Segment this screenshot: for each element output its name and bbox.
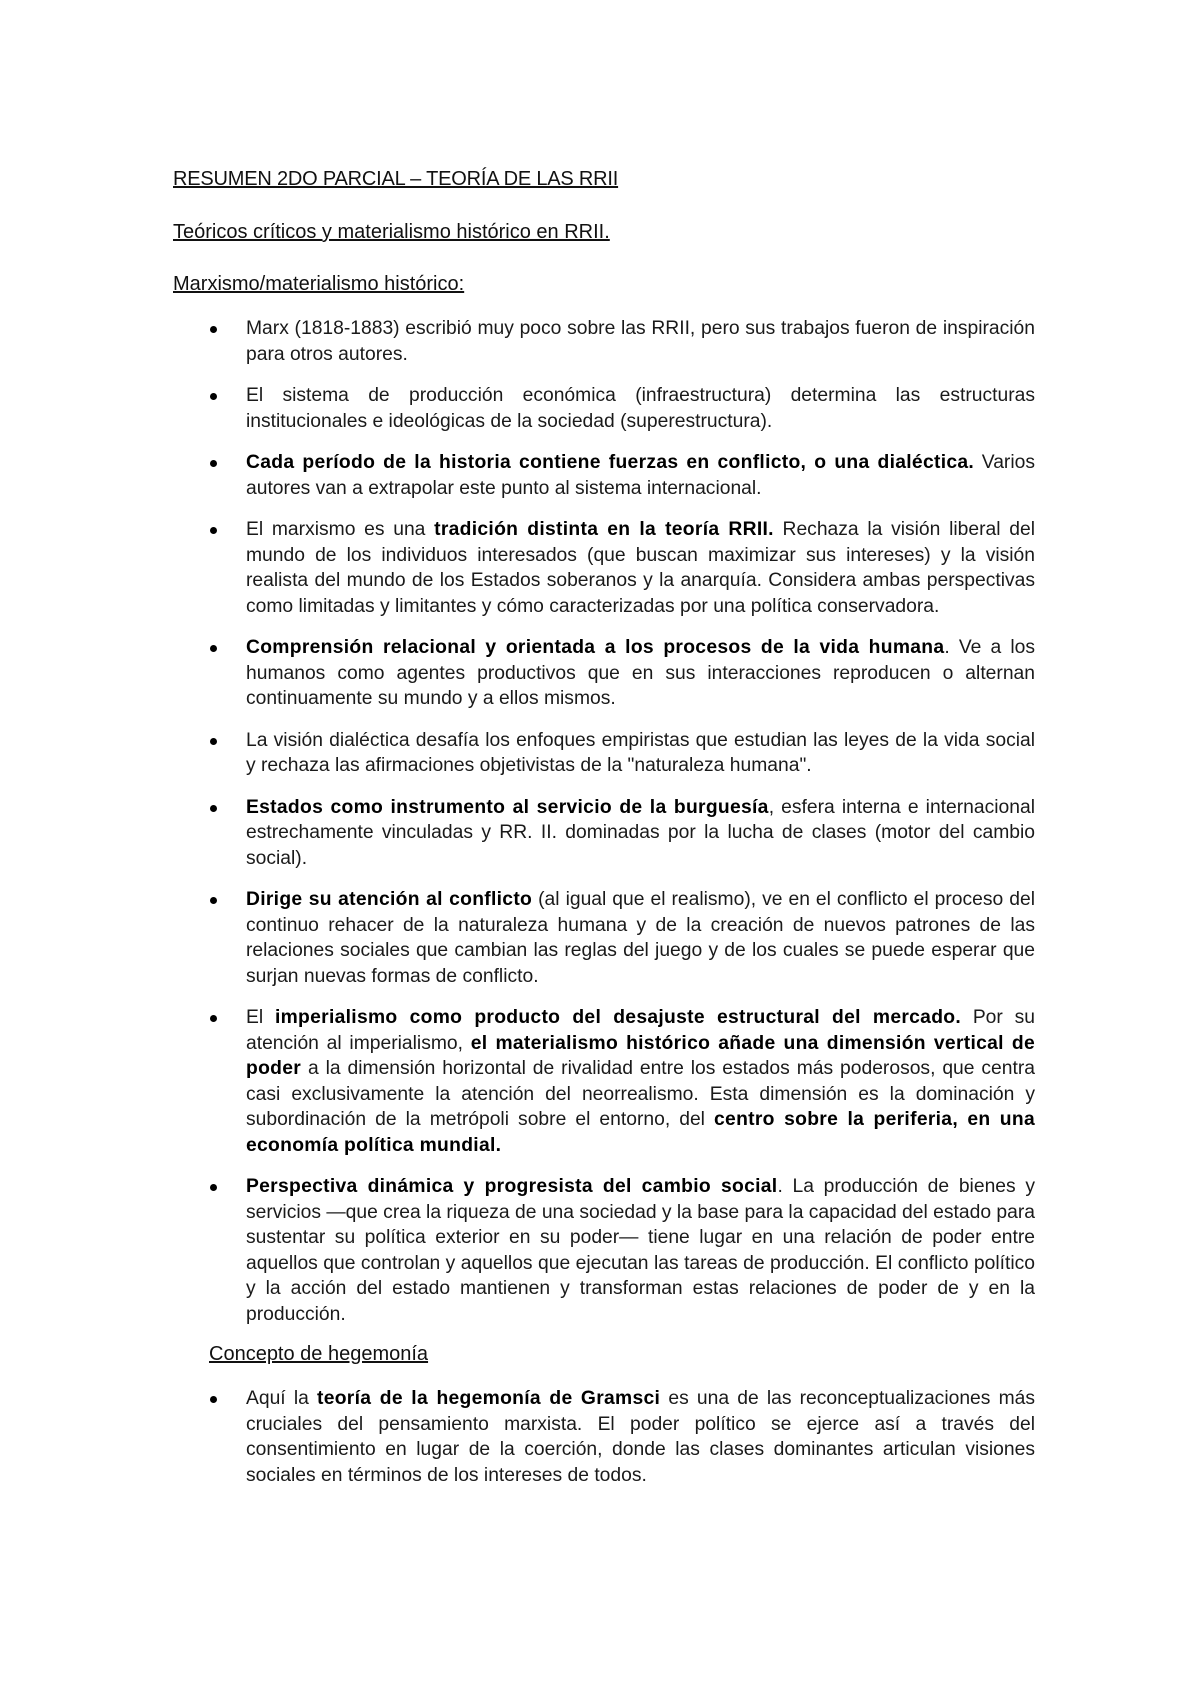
- bullet-icon: [210, 1015, 217, 1022]
- bullet-icon: [210, 805, 217, 812]
- list-item: [173, 517, 1035, 619]
- document-body: [173, 168, 1035, 1504]
- text-run: . Ve a los humanos como agentes productivos que en sus interacciones reproducen o alternan continuamente su mundo y a ellos mismos.: [246, 637, 1035, 709]
- bold-text: imperialismo como producto del desajuste estructural del mercado.: [274, 1007, 962, 1028]
- text-run: , esfera interna e internacional estrechamente vinculadas y RR. II. dominadas por la lucha de clases (motor del cambio social).: [246, 796, 1036, 869]
- bullet-list-hegemonia: [173, 1386, 1035, 1488]
- bullet-icon: [210, 326, 217, 333]
- bullet-icon: [210, 645, 217, 652]
- text-run: Aquí la: [246, 1388, 317, 1409]
- text-run: Por su atención al imperialismo,: [246, 1007, 1035, 1054]
- text-run: . La producción de bienes y servicios —que crea la riqueza de una sociedad y la base para la capacidad del estado para sustentar su política exterior en su poder— tiene lugar en una relación de poder entre aquellos que controlan y aquellos que ejecutan las tareas de producción. El conflicto político y la acción del estado mantienen y transforman estas relaciones de poder de y en la producción.: [246, 1176, 1035, 1325]
- text-run: (al igual que el realismo), ve en el conflicto el proceso del continuo rehacer de la naturaleza humana y de la creación de nuevos patrones de las relaciones sociales que cambian las reglas del juego y de los cuales se puede esperar que surjan nuevas formas de conflicto.: [246, 889, 1035, 987]
- bold-text: teoría de la hegemonía de Gramsci: [316, 1388, 661, 1409]
- list-item: [173, 383, 1035, 434]
- document-subtitle: Teóricos críticos y materialismo histórico en RRII.: [173, 221, 610, 243]
- list-item: [173, 887, 1035, 989]
- text-run: El: [246, 1007, 275, 1028]
- list-item: [173, 450, 1035, 501]
- section-heading-hegemonia: Concepto de hegemonía: [209, 1343, 429, 1365]
- bullet-icon: [210, 1184, 217, 1191]
- bold-text: Estados como instrumento al servicio de la burguesía: [246, 796, 769, 818]
- bullet-icon: [210, 393, 217, 400]
- bullet-icon: [210, 1396, 217, 1403]
- text-run: a la dimensión horizontal de rivalidad entre los estados más poderosos, que centra casi exclusivamente la atención del neorrealismo. Esta dimensión es la dominación y subordinación de la metrópoli sobre el entorno, del: [246, 1058, 1035, 1130]
- list-item: [173, 795, 1035, 872]
- bold-text: tradición distinta en la teoría RRII.: [434, 519, 774, 540]
- section-heading-marxismo: Marxismo/materialismo histórico:: [173, 273, 465, 295]
- text-run: Varios autores van a extrapolar este punto al sistema internacional.: [246, 452, 1036, 499]
- text-run: La visión dialéctica desafía los enfoques empiristas que estudian las leyes de la vida social y rechaza las afirmaciones objetivistas de la "naturaleza humana".: [246, 729, 1035, 776]
- list-item: [173, 728, 1035, 779]
- bullet-list-marxismo: [173, 316, 1035, 1327]
- bold-text: Perspectiva dinámica y progresista del cambio social: [246, 1176, 778, 1197]
- text-run: es una de las reconceptualizaciones más cruciales del pensamiento marxista. El poder político se ejerce así a través del consentimiento en lugar de la coerción, donde las clases dominantes articulan visiones sociales en términos de los intereses de todos.: [246, 1388, 1035, 1486]
- bold-text: Cada período de la historia contiene fuerzas en conflicto, o una dialéctica.: [246, 452, 975, 473]
- bullet-icon: [210, 897, 217, 904]
- bold-text: centro sobre la periferia, en una economía política mundial.: [246, 1109, 1035, 1156]
- text-run: Marx (1818-1883) escribió muy poco sobre las RRII, pero sus trabajos fueron de inspiración para otros autores.: [246, 318, 1035, 365]
- bold-text: Dirige su atención al conflicto: [246, 889, 533, 910]
- list-item: [173, 316, 1035, 367]
- text-run: El sistema de producción económica (infraestructura) determina las estructuras institucionales e ideológicas de la sociedad (superestructura).: [246, 385, 1035, 432]
- bullet-icon: [210, 460, 217, 467]
- list-item: [173, 1386, 1035, 1488]
- list-item: [173, 1174, 1035, 1327]
- text-run: El marxismo es una: [246, 519, 435, 540]
- list-item: [173, 635, 1035, 712]
- document-title: RESUMEN 2DO PARCIAL – TEORÍA DE LAS RRII: [173, 168, 619, 190]
- bold-text: el materialismo histórico añade una dimensión vertical de poder: [246, 1032, 1035, 1079]
- list-item: [173, 1005, 1035, 1158]
- bold-text: Comprensión relacional y orientada a los procesos de la vida humana: [246, 637, 945, 658]
- text-run: Rechaza la visión liberal del mundo de los individuos interesados (que buscan maximizar sus intereses) y la visión realista del mundo de los Estados soberanos y la anarquía. Considera ambas perspectivas como limitadas y limitantes y cómo caracterizadas por una política conservadora.: [246, 519, 1035, 617]
- bullet-icon: [210, 527, 217, 534]
- bullet-icon: [210, 738, 217, 745]
